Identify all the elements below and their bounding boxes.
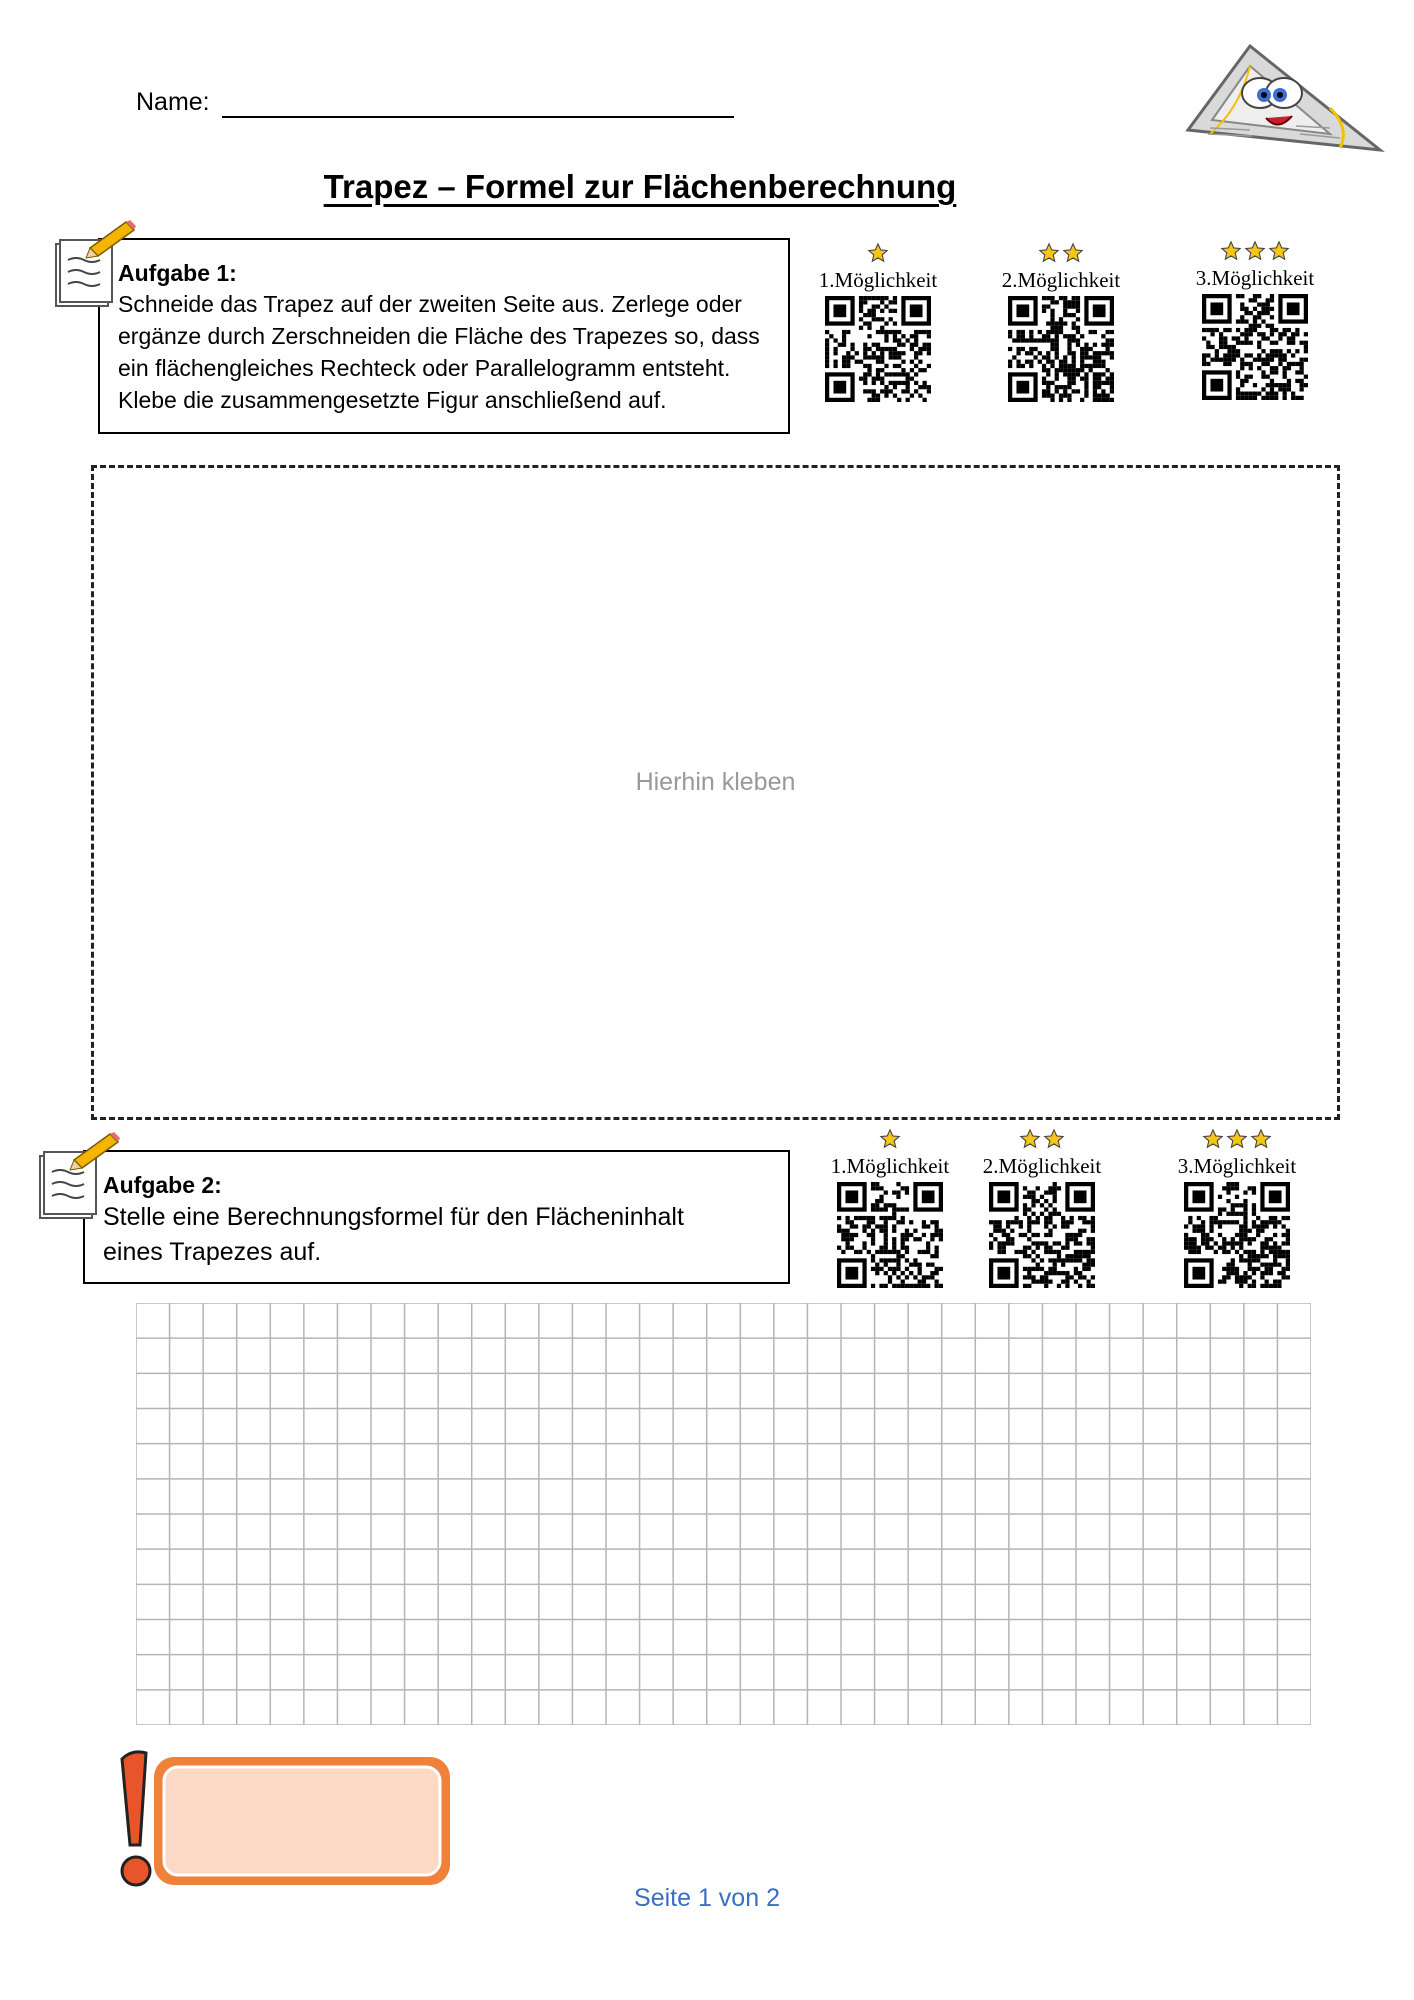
- notepad-pencil-icon: [36, 1130, 120, 1222]
- task2-box: [83, 1150, 790, 1284]
- star-rating: [820, 1128, 960, 1154]
- qr-option-1[interactable]: [820, 1128, 960, 1288]
- qr-option-label: 3.Möglichkeit: [1177, 1154, 1297, 1178]
- qr-option-label: 2.Möglichkeit: [1001, 268, 1121, 292]
- task1-line: ein flächengleiches Rechteck oder Parallelogramm entsteht.: [118, 355, 731, 381]
- star-icon: [879, 1128, 901, 1150]
- qr-option-2[interactable]: [991, 242, 1131, 402]
- star-icon: [1226, 1128, 1248, 1150]
- set-square-mascot-icon: [1180, 38, 1390, 158]
- task2-line: eines Trapezes auf.: [103, 1238, 322, 1266]
- qr-code-icon: [1184, 1182, 1290, 1288]
- task2-heading: Aufgabe 2:: [103, 1172, 222, 1198]
- task1-box: [98, 238, 790, 434]
- qr-code-icon: [1202, 294, 1308, 400]
- star-icon: [1244, 240, 1266, 262]
- notepad-pencil-icon: [52, 218, 136, 310]
- task1-line: ergänze durch Zerschneiden die Fläche des Trapezes so, dass: [118, 323, 760, 349]
- task1-line: Klebe die zusammengesetzte Figur anschließend auf.: [118, 387, 667, 413]
- star-rating: [808, 242, 948, 268]
- page-number: Seite 1 von 2: [634, 1884, 780, 1912]
- exclamation-note-icon: [118, 1745, 458, 1893]
- star-icon: [1268, 240, 1290, 262]
- star-rating: [991, 242, 1131, 268]
- qr-option-label: 3.Möglichkeit: [1195, 266, 1315, 290]
- qr-code-icon: [825, 296, 931, 402]
- task1-heading: Aufgabe 1:: [118, 260, 237, 286]
- star-rating: [1167, 1128, 1307, 1154]
- glue-area: [91, 465, 1340, 1120]
- task2-text: [103, 1200, 772, 1270]
- task1-line: Schneide das Trapez auf der zweiten Seite aus. Zerlege oder: [118, 291, 742, 317]
- glue-area-label: Hierhin kleben: [635, 768, 796, 796]
- star-icon: [1062, 242, 1084, 264]
- task1-text: [118, 288, 772, 416]
- star-icon: [1220, 240, 1242, 262]
- star-icon: [1202, 1128, 1224, 1150]
- qr-option-1[interactable]: [808, 242, 948, 402]
- name-label: Name:: [136, 88, 210, 116]
- star-rating: [972, 1128, 1112, 1154]
- star-icon: [1019, 1128, 1041, 1150]
- qr-option-label: 2.Möglichkeit: [982, 1154, 1102, 1178]
- grid-paper[interactable]: [136, 1303, 1311, 1725]
- star-rating: [1185, 240, 1325, 266]
- qr-code-icon: [1008, 296, 1114, 402]
- qr-option-3[interactable]: [1185, 240, 1325, 400]
- star-icon: [1038, 242, 1060, 264]
- qr-code-icon: [837, 1182, 943, 1288]
- task2-line: Stelle eine Berechnungsformel für den Flächeninhalt: [103, 1203, 684, 1231]
- star-icon: [1250, 1128, 1272, 1150]
- qr-option-3[interactable]: [1167, 1128, 1307, 1288]
- name-input-line[interactable]: [222, 116, 734, 118]
- qr-option-label: 1.Möglichkeit: [830, 1154, 950, 1178]
- qr-option-label: 1.Möglichkeit: [818, 268, 938, 292]
- qr-option-2[interactable]: [972, 1128, 1112, 1288]
- page-title: Trapez – Formel zur Flächenberechnung: [323, 168, 957, 205]
- star-icon: [867, 242, 889, 264]
- star-icon: [1043, 1128, 1065, 1150]
- qr-code-icon: [989, 1182, 1095, 1288]
